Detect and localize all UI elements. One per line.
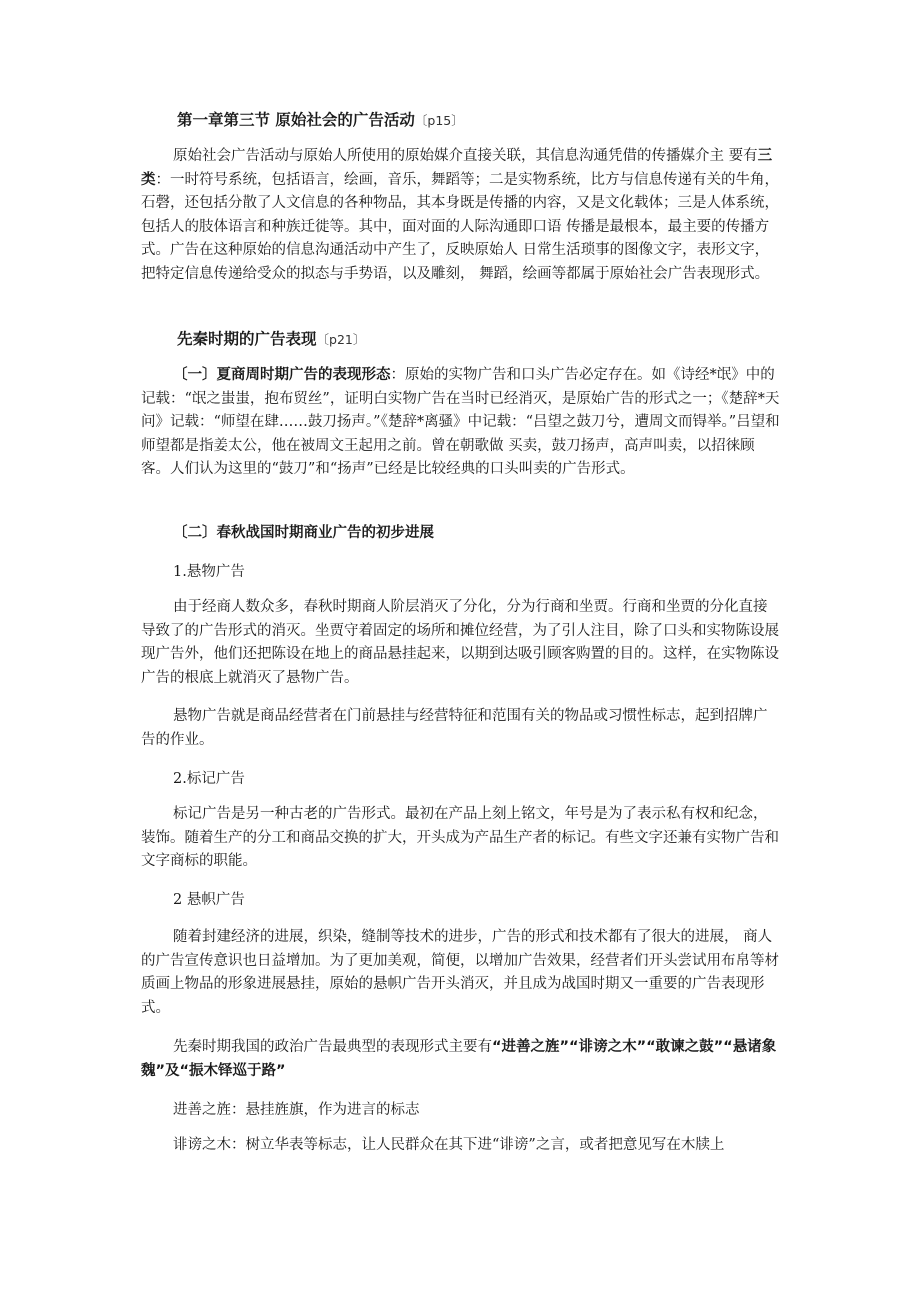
section1-p1-a: 原始社会广告活动与原始人所使用的原始媒介直接关联，其信息沟通凭借的传播媒介主 要有 xyxy=(173,148,758,164)
part1-heading: 〔一〕夏商周时期广告的表现形态 xyxy=(173,367,391,383)
item2-heading: 2.标记广告 xyxy=(173,771,245,787)
definition-feibang: 诽谤之木：树立华表等标志，让人民群众在其下进“诽谤”之言，或者把意见写在木牍上 xyxy=(173,1137,725,1153)
item1-paragraph-2: 悬物广告就是商品经营者在门前悬挂与经营特征和范围有关的物品或习惯性标志，起到招牌广告的作业。 xyxy=(141,708,768,748)
political-lead: 先秦时期我国的政治广告最典型的表现形式主要有 xyxy=(173,1039,492,1055)
item1-heading: 1.悬物广告 xyxy=(173,564,245,580)
section2-page-ref: 〔p21〕 xyxy=(316,332,366,347)
part2-heading: 〔二〕春秋战国时期商业广告的初步进展 xyxy=(173,525,434,541)
part1-paragraph xyxy=(141,364,781,482)
political-ad-paragraph xyxy=(141,1036,781,1083)
item1-paragraph-1: 由于经商人数众多，春秋时期商人阶层消灭了分化，分为行商和坐贾。行商和坐贾的分化直接导致了的广告形式的消灭。坐贾守着固定的场所和摊位经营，为了引人注目，除了口头和实物陈设展现广告外，他们还把陈设在地上的商品悬挂起来，以期到达吸引顾客购置的目的。这样，在实物陈设广告的根底上就消灭了悬物广告。 xyxy=(141,599,779,686)
section1-title-text: 第一章第三节 原始社会的广告活动 xyxy=(177,111,415,129)
section1-title xyxy=(177,109,777,133)
definition-jinshan: 进善之旌：悬挂旌旗，作为进言的标志 xyxy=(173,1102,420,1118)
part1-text: ：原始的实物广告和口头广告必定存在。如《诗经*氓》中的记载：“氓之蚩蚩，抱布贸丝”，证明白实物广告在当时已经消灭，是原始广告的形式之一；《楚辞*天问》记载：“师望在肆……鼓刀扬声。”《楚辞*离骚》中记载：“吕望之鼓刀兮，遭周文而锝举。”吕望和师望都是指姜太公，他在被周文王起用之前。曾在朝歌做 买卖，鼓刀扬声，高声叫卖，以招徕顾客。人们认为这里的“鼓刀”和“扬声”已经是比较经典的口头叫卖的广告形式。 xyxy=(141,367,780,478)
section2-title-text: 先秦时期的广告表现 xyxy=(177,330,317,348)
political-forms: “进善之旌”“诽谤之木”“敢谏之鼓”“悬诸象魏”及“振木铎巡于路” xyxy=(141,1039,777,1079)
section1-p1-bold: 三类 xyxy=(141,148,773,188)
section1-page-ref: 〔p15〕 xyxy=(414,113,464,128)
section2-title xyxy=(177,328,777,352)
item3-heading: 2 悬帜广告 xyxy=(173,892,245,908)
section1-p1-b: ：一时符号系统，包括语言，绘画，音乐，舞蹈等；二是实物系统，比方与信息传递有关的牛角，石磬，还包括分散了人文信息的各种物品，其本身既是传播的内容，又是文化载体；三是人体系统，包括人的肢体语言和种族迁徙等。其中，面对面的人际沟通即口语 传播是最根本，最主要的传播方式。广告在这种原始的信息沟通活动中产生了，反映原始人 日常生活琐事的图像文字，表形文字，把特定信息传递给受众的拟态与手势语，以及雕刻， 舞蹈，绘画等都属于原始社会广告表现形式。 xyxy=(141,171,779,282)
item3-paragraph: 随着封建经济的进展，织染，缝制等技术的进步，广告的形式和技术都有了很大的进展， 商人的广告宣传意识也日益增加。为了更加美观，简便，以增加广告效果，经营者们开头尝试用布帛等材质画上物品的形象进展悬挂，原始的悬帜广告开头消灭，并且成为战国时期又一重要的广告表现形式。 xyxy=(141,929,779,1016)
section1-paragraph xyxy=(141,145,781,287)
item2-paragraph: 标记广告是另一种古老的广告形式。最初在产品上刻上铭文，年号是为了表示私有权和纪念，装饰。随着生产的分工和商品交换的扩大，开头成为产品生产者的标记。有些文字还兼有实物广告和文字商标的职能。 xyxy=(141,806,779,870)
